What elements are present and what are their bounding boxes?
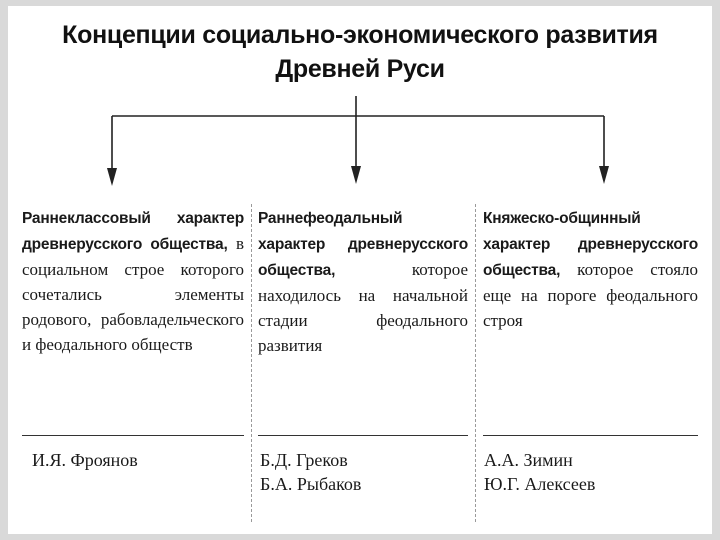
concept-column-3 [483, 205, 698, 333]
author-name: Ю.Г. Алексеев [484, 474, 596, 494]
column-divider-2 [475, 204, 476, 522]
concept-text-2: которое находилось на начальной стадии феодального развития [258, 260, 468, 355]
concept-heading-3: Княжеско-общинный характер древнерусского общества, [483, 210, 698, 279]
author-separator-1 [22, 435, 244, 436]
title-line-2: Древней Руси [275, 55, 445, 83]
author-name: А.А. Зимин [484, 450, 573, 470]
slide [8, 6, 712, 534]
authors-list-3 [484, 448, 595, 496]
author-separator-2 [258, 435, 468, 436]
concept-heading-1: Раннеклассовый характер древнерусского общества, [22, 210, 244, 253]
concept-column-2 [258, 205, 468, 358]
authors-list-1 [32, 448, 138, 472]
authors-list-2 [260, 448, 361, 496]
author-name: И.Я. Фроянов [32, 450, 138, 470]
concept-text-1: в социальном строе которого сочетались элементы родового, рабовладельческого и феодального обществ [22, 234, 244, 354]
arrowhead-1 [107, 168, 117, 186]
concept-text-3: которое стояло еще на пороге феодального строя [483, 260, 698, 330]
author-separator-3 [483, 435, 698, 436]
concept-heading-2: Раннефеодальный характер древнерусского общества, [258, 210, 468, 279]
title-line-1: Концепции социально-экономического развития [62, 21, 658, 49]
arrowhead-2 [351, 166, 361, 184]
concept-column-1 [22, 205, 244, 357]
arrowhead-3 [599, 166, 609, 184]
column-divider-1 [251, 204, 252, 522]
author-name: Б.А. Рыбаков [260, 474, 362, 494]
author-name: Б.Д. Греков [260, 450, 348, 470]
